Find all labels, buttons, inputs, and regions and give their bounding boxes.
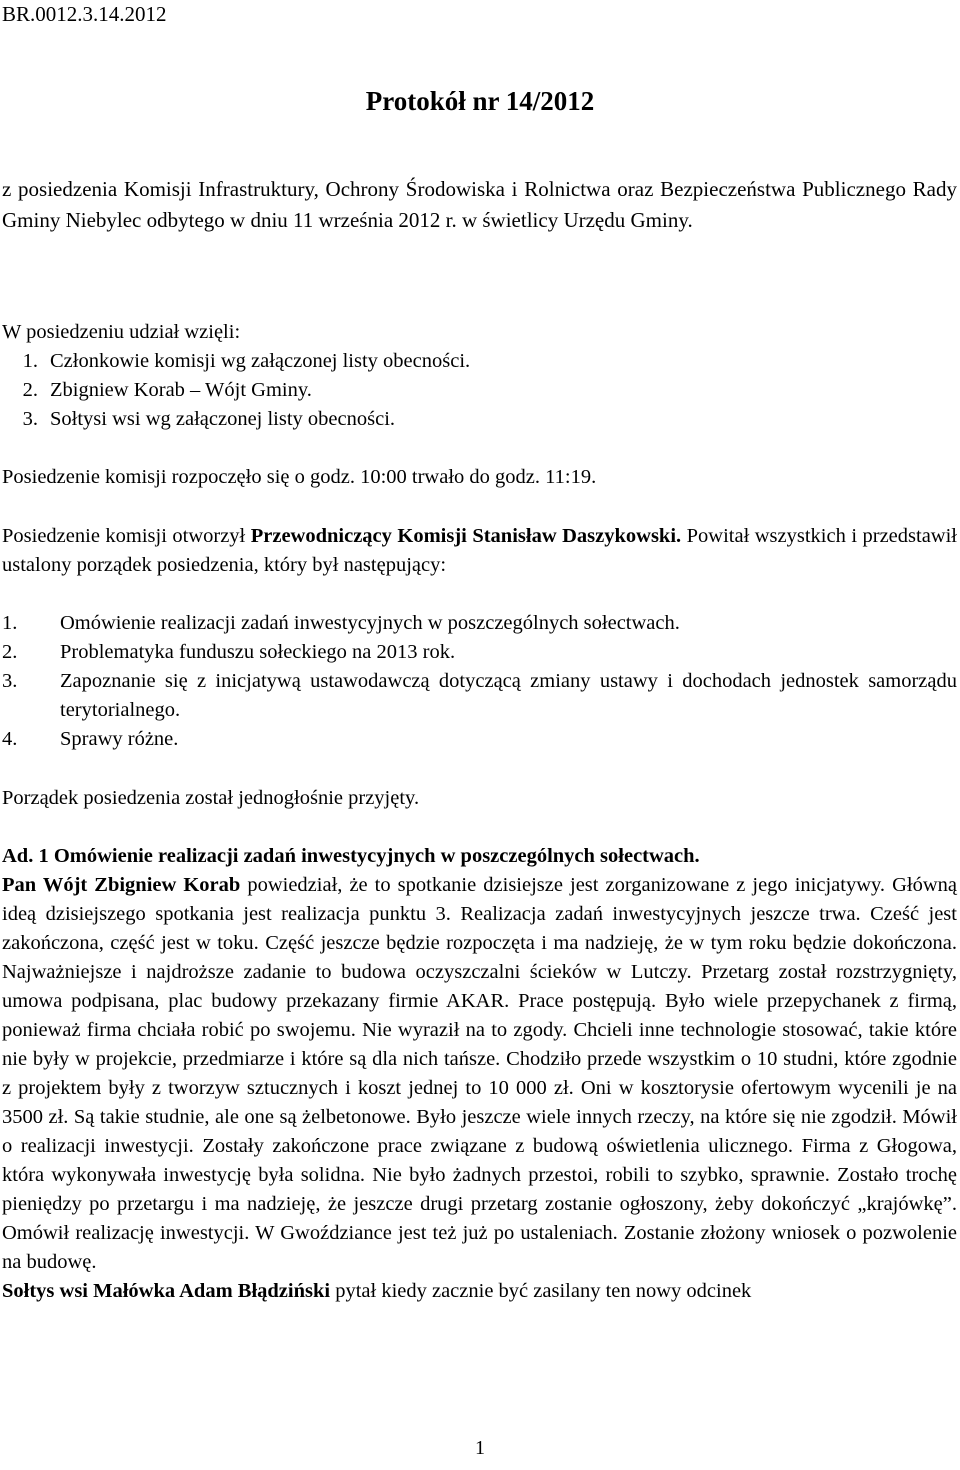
list-item <box>2 725 957 754</box>
list-item <box>2 609 957 638</box>
speaker-statement: powiedział, że to spotkanie dzisiejsze jest zorganizowane z jego inicjatywy. Główną ideą dzisiejszego spotkania jest realizacja punktu 3. Realizacja zadań inwestycyjnych jeszcze trwa. Cześć jest zakończona, część jest w toku. Część jeszcze będzie rozpoczęta i ma nadzieję, że w tym roku będzie dokończona. Najważniejsze i najdroższe zadanie to budowa oczyszczalni ścieków w Lutczy. Przetarg został rozstrzygnięty, umowa podpisana, plac budowy przekazany firmie AKAR. Prace postępują. Było wiele przepychanek z firmą, ponieważ firma chciała robić po swojemu. Nie wyraził na to zgody. Chcieli inne technologie stosować, takie które nie były w projekcie, przedmiarze i które są dla nich tańsze. Chodziło przede wszystkim o 10 studni, które zgodnie z projektem były z tworzyw sztucznych i koszt jednej to 10 000 zł. Oni w kosztorysie ofertowym wycenili je na 3500 zł. Są takie studnie, ale one są żelbetonowe. Było jeszcze wiele innych rzeczy, na które się nie zgodził. Mówił o realizacji inwestycji. Zostały zakończone prace związane z budową oświetlenia ulicznego. Firma z Głogowa, która wykonywała inwestycję była solidna. Nie było żadnych przestoi, robili to szybko, sprawnie. Zostało trochę pieniędzy po przetargu i ma nadzieję, że jeszcze drugi przetarg zostanie ogłoszony, żeby dokończyć „krajówkę”. Omówił realizację inwestycji. W Gwoździance jest też już po ustaleniach. Zostanie złożony wniosek o pozwolenie na budowę. <box>2 874 957 1273</box>
chairman-name: Przewodniczący Komisji Stanisław Daszykowski. <box>250 525 682 547</box>
document-reference: BR.0012.3.14.2012 <box>2 2 167 26</box>
speaker-name: Sołtys wsi Małówka Adam Błądziński <box>2 1280 331 1302</box>
opening-prefix: Posiedzenie komisji otworzył <box>2 525 251 547</box>
list-item-text: Problematyka funduszu sołeckiego na 2013 rok. <box>60 641 456 663</box>
list-item-number: 3. <box>2 670 18 692</box>
speaker-statement: pytał kiedy zacznie być zasilany ten nowy odcinek <box>330 1280 752 1302</box>
list-item-number: 1. <box>2 612 18 634</box>
page-number: 1 <box>475 1437 485 1459</box>
list-item-number: 2. <box>2 641 18 663</box>
attendees-heading: W posiedzeniu udział wzięli: <box>2 321 241 343</box>
list-item-number: 2. <box>22 379 38 401</box>
list-item-text: Sołtysi wsi wg załączonej listy obecności. <box>50 408 396 430</box>
list-item-text: Sprawy różne. <box>60 728 179 750</box>
list-item <box>2 376 957 405</box>
page-title: Protokół nr 14/2012 <box>365 86 595 116</box>
meeting-subject: z posiedzenia Komisji Infrastruktury, Ochrony Środowiska i Rolnictwa oraz Bezpieczeństwa Publicznego Rady Gminy Niebylec odbytego w dniu 11 września 2012 r. w świetlicy Urzędu Gminy. <box>2 177 957 232</box>
section-body-ad1 <box>2 871 957 1306</box>
attendees-list <box>2 347 957 434</box>
list-item <box>2 638 957 667</box>
list-item-text: Zbigniew Korab – Wójt Gminy. <box>50 379 312 401</box>
list-item-number: 3. <box>22 408 38 430</box>
list-item-number: 4. <box>2 728 18 750</box>
agenda-list <box>2 609 957 754</box>
list-item <box>2 347 957 376</box>
list-item <box>2 667 957 725</box>
list-item-text: Zapoznanie się z inicjatywą ustawodawczą dotyczącą zmiany ustawy i dochodach jednostek samorządu terytorialnego. <box>60 670 957 721</box>
opening-suffix: Powitał wszystkich i przedstawił ustalony porządek posiedzenia, który był następujący: <box>2 525 957 576</box>
list-item-text: Omówienie realizacji zadań inwestycyjnych w poszczególnych sołectwach. <box>60 612 680 634</box>
list-item-text: Członkowie komisji wg załączonej listy obecności. <box>50 350 471 372</box>
speaker-name: Pan Wójt Zbigniew Korab <box>2 874 241 896</box>
list-item <box>2 405 957 434</box>
agenda-accepted: Porządek posiedzenia został jednogłośnie przyjęty. <box>2 787 420 809</box>
session-opening <box>2 522 957 580</box>
session-time: Posiedzenie komisji rozpoczęło się o godz. 10:00 trwało do godz. 11:19. <box>2 466 597 488</box>
list-item-number: 1. <box>22 350 38 372</box>
section-heading-ad1: Ad. 1 Omówienie realizacji zadań inwestycyjnych w poszczególnych sołectwach. <box>2 845 700 867</box>
